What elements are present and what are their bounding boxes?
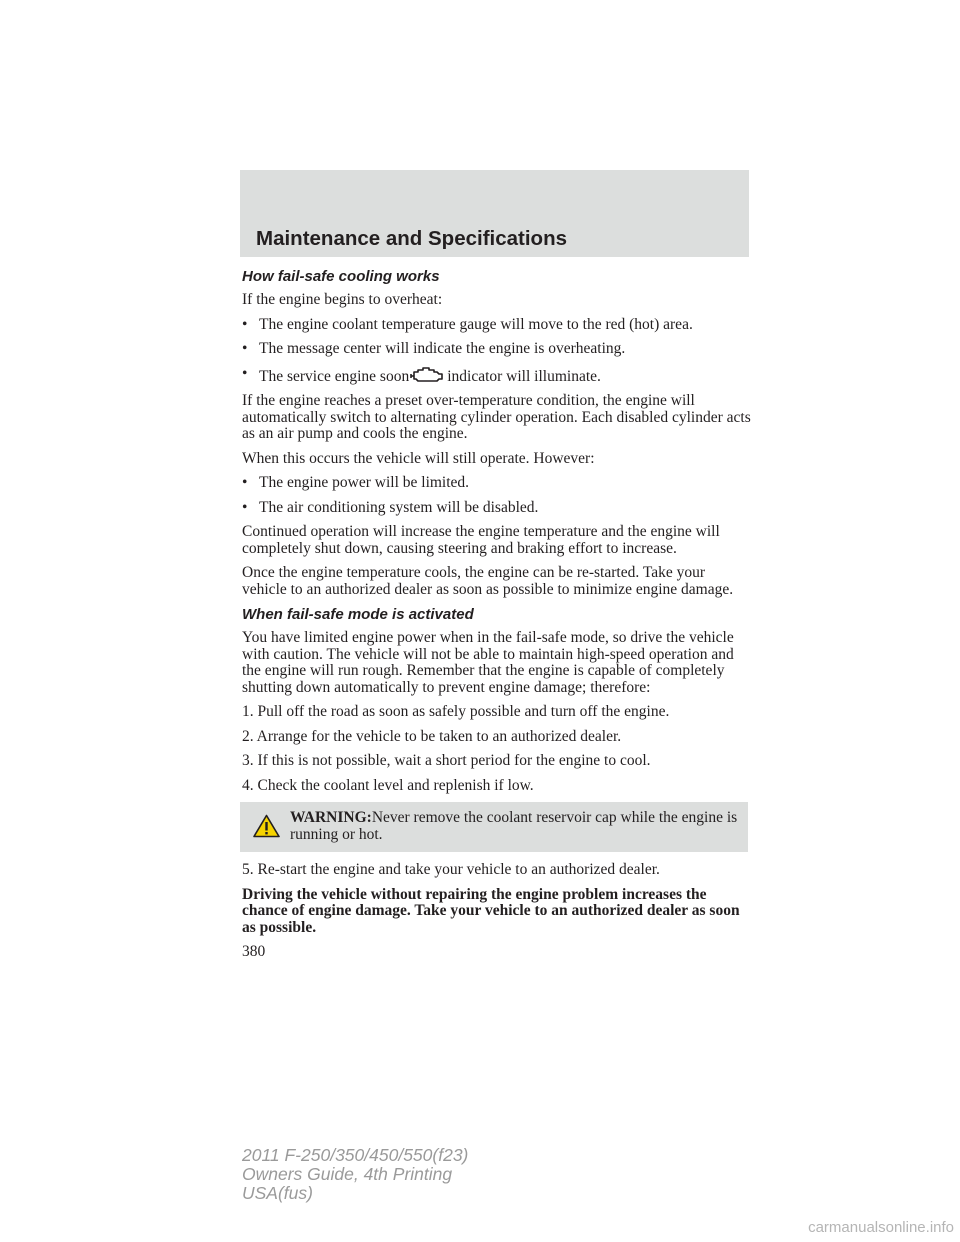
step-item: 5. Re-start the engine and take your vehicle to an authorized dealer. [242,861,660,878]
step-item: 3. If this is not possible, wait a short period for the engine to cool. [242,752,651,769]
footer [242,1146,468,1203]
watermark: carmanualsonline.info [808,1219,954,1236]
warning-triangle-icon [253,814,280,838]
warning-text: Never remove the coolant reservoir cap while the engine is running or hot. [290,809,738,843]
warning-box [240,802,748,852]
footer-region-code: (fus) [277,1183,313,1203]
page-number: 380 [242,943,266,960]
paragraph: When this occurs the vehicle will still operate. However: [242,449,595,467]
footer-region: USA [242,1183,278,1203]
check-engine-icon [410,366,444,384]
page-content [242,268,752,969]
warning-label: WARNING: [290,809,372,826]
fail-safe-heading: How fail-safe cooling works [242,268,440,285]
activated-heading: When fail-safe mode is activated [242,606,474,623]
list-item: • The air conditioning system will be disabled. [242,498,539,516]
section-title: Maintenance and Specifications [256,227,567,250]
list-item: • The engine power will be limited. [242,474,470,491]
step-item: 1. Pull off the road as soon as safely possible and turn off the engine. [242,703,670,720]
paragraph: If the engine reaches a preset over-temperature condition, the engine will automatically switch to alternating cylinder operation. Each disabled cylinder acts as an air pump and cools the engine. [242,392,751,442]
list-item: • The service engine soon indicator will illuminate. [242,364,601,385]
intro-text: If the engine begins to overheat: [242,291,443,308]
closing-note: Driving the vehicle without repairing the engine problem increases the chance of engine damage. Take your vehicle to an authorized dealer as soon as possible. [242,885,740,936]
footer-model: 2011 F-250/350/450/550 [242,1145,433,1165]
list-item: • The engine coolant temperature gauge will move to the red (hot) area. [242,315,693,333]
footer-model-code: (f23) [432,1145,469,1165]
list-item: • The message center will indicate the engine is overheating. [242,340,626,357]
step-item: 4. Check the coolant level and replenish if low. [242,776,534,794]
footer-edition: Owners Guide, 4th Printing [242,1164,453,1184]
paragraph: Continued operation will increase the engine temperature and the engine will completely shut down, causing steering and braking effort to increase. [242,523,720,557]
step-item: 2. Arrange for the vehicle to be taken to an authorized dealer. [242,727,622,745]
paragraph: Once the engine temperature cools, the engine can be re-started. Take your vehicle to an authorized dealer as soon as possible to minimize engine damage. [242,564,734,598]
paragraph: You have limited engine power when in the fail-safe mode, so drive the vehicle with caution. The vehicle will not be able to maintain high-speed operation and the engine will run rough. Remember that the engine is capable of completely shutting down automatically to prevent engine damage; therefore: [242,629,734,696]
